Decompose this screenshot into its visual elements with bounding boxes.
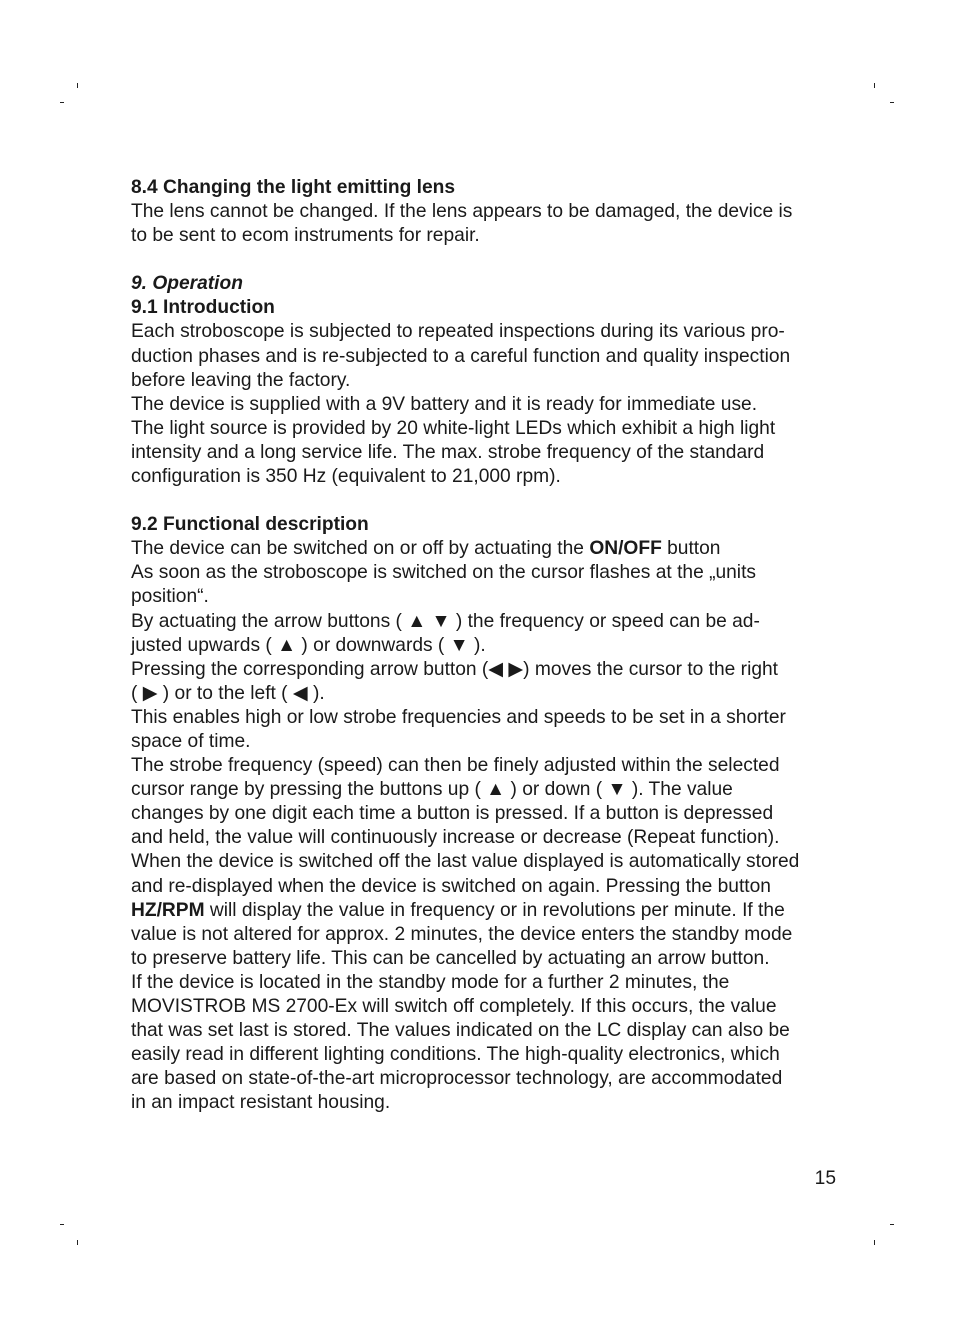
body-line: MOVISTROB MS 2700-Ex will switch off completely. If this occurs, the value: [131, 996, 777, 1017]
section-heading: 9.1 Introduction: [131, 297, 275, 319]
body-line: and re-displayed when the device is switched on again. Pressing the button: [131, 875, 771, 897]
spacer: [131, 489, 841, 513]
body-text: The device can be switched on or off by actuating the: [131, 538, 590, 560]
body-line: justed upwards ( ▲ ) or downwards ( ▼ ).: [131, 634, 486, 656]
body-text: button: [661, 538, 721, 560]
body-line: By actuating the arrow buttons ( ▲ ▼ ) the frequency or speed can be ad-: [131, 610, 760, 632]
page-number: 15: [814, 1168, 836, 1189]
body-line: changes by one digit each time a button is pressed. If a button is depressed: [131, 803, 774, 825]
body-line: When the device is switched off the last value displayed is automatically stored: [131, 851, 800, 873]
crop-mark: [890, 102, 894, 103]
body-line: cursor range by pressing the buttons up ( ▲ ) or down ( ▼ ). The value: [131, 779, 733, 801]
body-line: [131, 899, 841, 923]
crop-mark: [77, 1240, 78, 1245]
body-line: in an impact resistant housing.: [131, 1092, 391, 1114]
body-line: configuration is 350 Hz (equivalent to 21,000 rpm).: [131, 466, 561, 488]
body-line: The lens cannot be changed. If the lens appears to be damaged, the device is: [131, 201, 793, 223]
body-line: The strobe frequency (speed) can then be finely adjusted within the selected: [131, 755, 780, 777]
body-line: easily read in different lighting conditions. The high-quality electronics, which: [131, 1044, 780, 1066]
crop-mark: [874, 1240, 875, 1245]
body-line: to be sent to ecom instruments for repair.: [131, 225, 480, 247]
body-line: ( ▶ ) or to the left ( ◀ ).: [131, 682, 325, 704]
body-line: If the device is located in the standby mode for a further 2 minutes, the: [131, 971, 730, 993]
body-line: that was set last is stored. The values indicated on the LC display can also be: [131, 1020, 790, 1042]
crop-mark: [874, 83, 875, 88]
chapter-heading: 9. Operation: [131, 273, 243, 295]
section-heading: 9.2 Functional description: [131, 514, 369, 536]
spacer: [131, 248, 841, 272]
section-heading: 8.4 Changing the light emitting lens: [131, 177, 456, 198]
body-line: and held, the value will continuously increase or decrease (Repeat function).: [131, 827, 780, 849]
crop-mark: [60, 1224, 64, 1225]
section-9-1: [131, 296, 841, 489]
body-line: This enables high or low strobe frequencies and speeds to be set in a shorter: [131, 706, 786, 728]
body-line: Each stroboscope is subjected to repeated inspections during its various pro-: [131, 321, 785, 343]
body-line: The device is supplied with a 9V battery and it is ready for immediate use.: [131, 393, 758, 415]
on-off-button-label: ON/OFF: [589, 538, 662, 560]
section-8-4: [131, 176, 841, 248]
body-line: before leaving the factory.: [131, 369, 351, 391]
manual-page-content: [131, 176, 841, 1115]
section-9-2: [131, 513, 841, 1115]
body-text: will display the value in frequency or in revolutions per minute. If the: [204, 899, 785, 921]
body-line: [131, 537, 841, 561]
crop-mark: [60, 102, 64, 103]
crop-mark: [890, 1224, 894, 1225]
body-line: duction phases and is re-subjected to a careful function and quality inspection: [131, 345, 791, 367]
crop-mark: [77, 83, 78, 88]
body-line: are based on state-of-the-art microprocessor technology, are accommodated: [131, 1068, 783, 1090]
body-line: space of time.: [131, 730, 251, 752]
body-line: The light source is provided by 20 white-light LEDs which exhibit a high light: [131, 417, 776, 439]
body-line: Pressing the corresponding arrow button (◀ ▶) moves the cursor to the right: [131, 658, 779, 680]
hz-rpm-button-label: HZ/RPM: [131, 899, 205, 921]
body-line: As soon as the stroboscope is switched on the cursor flashes at the „units: [131, 562, 756, 584]
body-line: position“.: [131, 586, 209, 608]
body-line: value is not altered for approx. 2 minutes, the device enters the standby mode: [131, 923, 793, 945]
body-line: intensity and a long service life. The max. strobe frequency of the standard: [131, 441, 765, 463]
body-line: to preserve battery life. This can be cancelled by actuating an arrow button.: [131, 947, 770, 969]
